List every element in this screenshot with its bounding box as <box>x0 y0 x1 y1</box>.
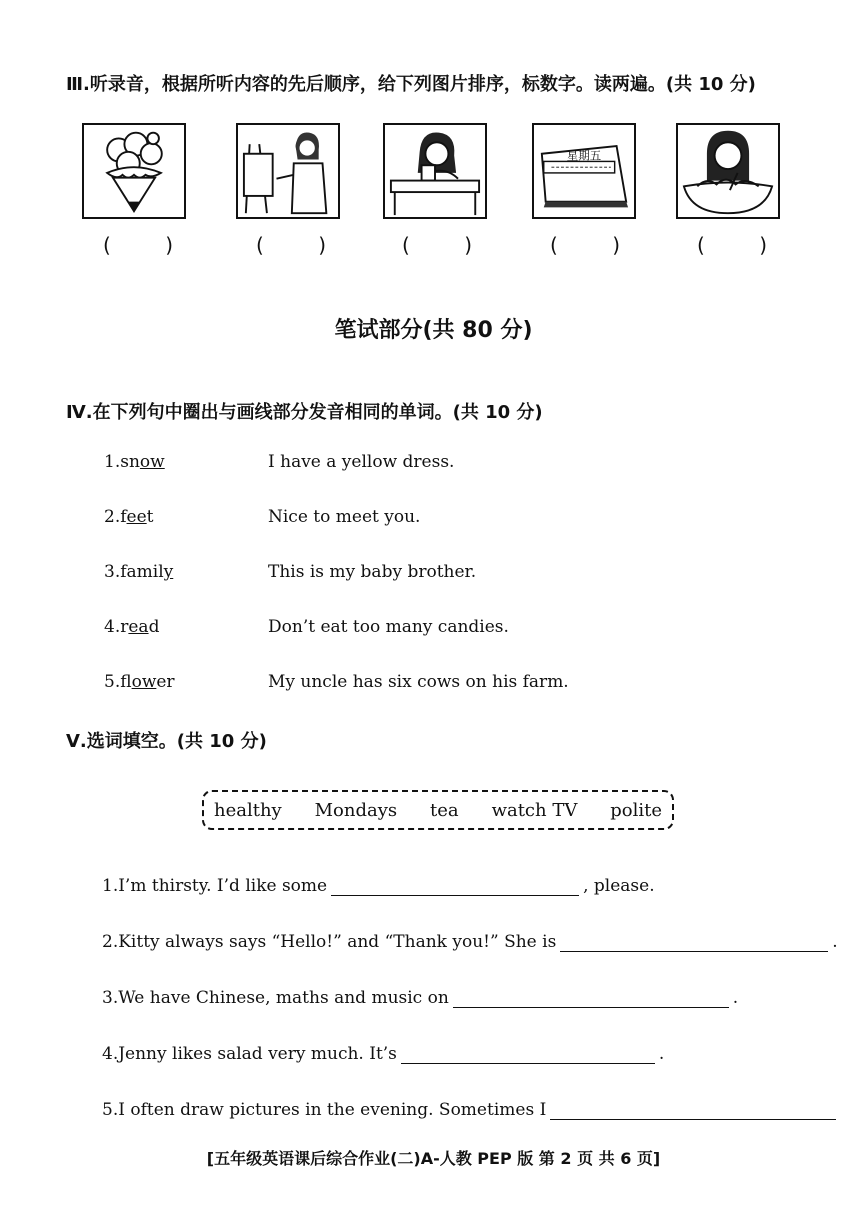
calendar-picture <box>532 123 636 219</box>
word-bank <box>202 790 674 830</box>
girl-eating-salad-icon <box>678 125 778 217</box>
phonics-word-3: 3.family <box>104 562 174 582</box>
fill-item-5: 5.I often draw pictures in the evening. Sometimes I <box>102 1100 840 1120</box>
phonics-sentence-5[interactable]: My uncle has six cows on his farm. <box>268 672 569 692</box>
phonics-sentence-3[interactable]: This is my baby brother. <box>268 562 477 582</box>
fill-item-4: 4.Jenny likes salad very much. It’s . <box>102 1044 665 1064</box>
page-footer: [五年级英语课后综合作业(二)A-人教 PEP 版 第 2 页 共 6 页] <box>206 1149 661 1168</box>
ice-cream-icon <box>84 125 184 217</box>
phonics-word-1: 1.snow <box>104 452 165 472</box>
girl-drawing-picture <box>236 123 340 219</box>
section5-title: Ⅴ.选词填空。(共 10 分) <box>66 731 267 752</box>
fill-blank-3[interactable] <box>453 989 729 1008</box>
section3-title: Ⅲ.听录音，根据所听内容的先后顺序，给下列图片排序，标数字。读两遍。(共 10 分) <box>66 74 756 95</box>
answer-blank-5[interactable]: ( ) <box>697 233 767 257</box>
section4-title: Ⅳ.在下列句中圈出与画线部分发音相同的单词。(共 10 分) <box>66 402 543 423</box>
phonics-sentence-4[interactable]: Don’t eat too many candies. <box>268 617 509 637</box>
girl-drawing-icon <box>238 125 338 217</box>
phonics-sentence-1[interactable]: I have a yellow dress. <box>268 452 455 472</box>
word-bank-item: healthy <box>214 799 282 821</box>
written-part-title: 笔试部分(共 80 分) <box>334 318 533 343</box>
girl-reading-picture <box>383 123 487 219</box>
fill-item-1: 1.I’m thirsty. I’d like some , please. <box>102 876 655 896</box>
fill-blank-2[interactable] <box>560 933 828 952</box>
word-bank-item: watch TV <box>491 799 578 821</box>
fill-blank-5[interactable] <box>550 1101 836 1120</box>
phonics-word-5: 5.flower <box>104 672 175 692</box>
fill-item-3: 3.We have Chinese, maths and music on . <box>102 988 739 1008</box>
fill-blank-1[interactable] <box>331 877 579 896</box>
answer-blank-1[interactable]: ( ) <box>103 233 173 257</box>
word-bank-item: Mondays <box>314 799 398 821</box>
girl-reading-icon <box>385 125 485 217</box>
calendar-icon <box>534 125 634 217</box>
phonics-word-4: 4.read <box>104 617 160 637</box>
girl-eating-picture <box>676 123 780 219</box>
answer-blank-2[interactable]: ( ) <box>256 233 326 257</box>
fill-item-2: 2.Kitty always says “Hello!” and “Thank you!” She is . <box>102 932 838 952</box>
phonics-word-2: 2.feet <box>104 507 154 527</box>
ice-cream-picture <box>82 123 186 219</box>
phonics-sentence-2[interactable]: Nice to meet you. <box>268 507 421 527</box>
calendar-label: 星期五 <box>566 148 602 163</box>
word-bank-item: tea <box>430 799 459 821</box>
answer-blank-4[interactable]: ( ) <box>550 233 620 257</box>
word-bank-item: polite <box>610 799 662 821</box>
fill-blank-4[interactable] <box>401 1045 655 1064</box>
answer-blank-3[interactable]: ( ) <box>402 233 472 257</box>
